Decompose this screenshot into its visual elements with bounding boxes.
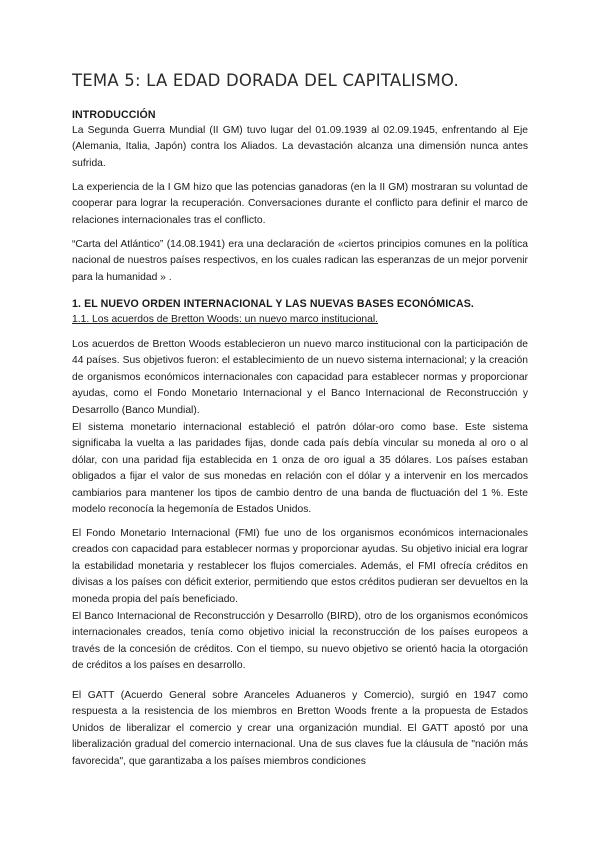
section-paragraph-imf: El Fondo Monetario Internacional (FMI) fue uno de los organismos económicos internacionales creados con capacidad para establecer normas y proporcionar ayudas. Su objetivo inicial era lograr la estabilidad monetaria y restablecer los flujos comerciales. Además, el FMI ofrecía créditos en divisas a los países con déficit exterior, permitiendo que estos créditos pudieran ser devueltos en la moneda propia del país beneficiado. [72, 528, 528, 605]
intro-paragraph-3: “Carta del Atlántico” (14.08.1941) era una declaración de «ciertos principios comunes en la política nacional de nuestros países respectivos, en los cuales radican las esperanzas de un mejor porvenir para la humanidad » . [72, 239, 528, 283]
section-1-heading: 1. EL NUEVO ORDEN INTERNACIONAL Y LAS NUEVAS BASES ECONÓMICAS. [72, 298, 474, 310]
intro-heading: INTRODUCCIÓN [72, 109, 156, 121]
section-paragraph-monetary-system: El sistema monetario internacional estableció el patrón dólar-oro como base. Este sistema significaba la vuelta a las paridades fijas, donde cada país debía vincular su moneda al oro o al dólar, con una paridad fija establecida en 1 onza de oro igual a 35 dólares. Los países estaban obligados a fijar el valor de sus monedas en relación con el dólar y a intervenir en los mercados cambiarios para mantener los tipos de cambio dentro de una banda de fluctuación del 1 %. Este modelo reconocía la hegemonía de Estados Unidos. [72, 422, 528, 516]
section-paragraph-bretton-woods: Los acuerdos de Bretton Woods establecieron un nuevo marco institucional con la participación de 44 países. Sus objetivos fueron: el establecimiento de un nuevo sistema internacional; y la creación de organismos económicos internacionales con capacidad para establecer normas y proporcionar ayudas, como el Fondo Monetario Internacional y el Banco Internacional de Reconstrucción y Desarrollo (Banco Mundial). [72, 339, 528, 416]
intro-paragraph-1: La Segunda Guerra Mundial (II GM) tuvo lugar del 01.09.1939 al 02.09.1945, enfrentando al Eje (Alemania, Italia, Japón) contra los Aliados. La devastación alcanza una dimensión nunca antes sufrida. [72, 125, 528, 169]
section-paragraph-gatt: El GATT (Acuerdo General sobre Aranceles Aduaneros y Comercio), surgió en 1947 como respuesta a la resistencia de los miembros en Bretton Woods frente a la propuesta de Estados Unidos de liberalizar el comercio y crear una organización mundial. El GATT apostó por una liberalización gradual del comercio internacional. Una de sus claves fue la cláusula de "nación más favorecida", que garantizaba a los países miembros condiciones [72, 690, 528, 767]
section-1-1-subheading: 1.1. Los acuerdos de Bretton Woods: un nuevo marco institucional. [72, 314, 379, 325]
page-title: TEMA 5: LA EDAD DORADA DEL CAPITALISMO. [72, 71, 459, 90]
section-paragraph-bird: El Banco Internacional de Reconstrucción y Desarrollo (BIRD), otro de los organismos económicos internacionales creados, tenía como objetivo inicial la reconstrucción de los países europeos a través de la concesión de créditos. Con el tiempo, su nuevo objetivo se orientó hacia la otorgación de créditos a los países en desarrollo. [72, 611, 528, 672]
intro-paragraph-2: La experiencia de la I GM hizo que las potencias ganadoras (en la II GM) mostraran su voluntad de cooperar para lograr la recuperación. Conversaciones durante el conflicto para definir el marco de relaciones internacionales tras el conflicto. [72, 182, 528, 226]
